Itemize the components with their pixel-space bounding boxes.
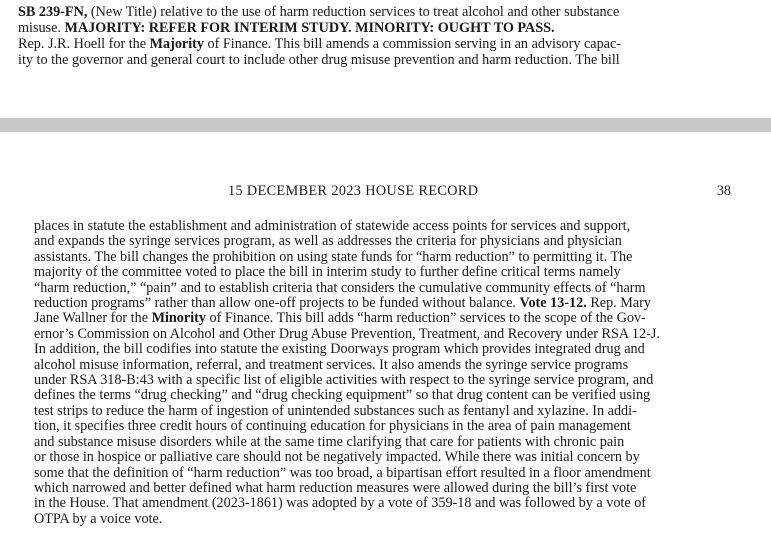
text-line bbox=[34, 296, 736, 311]
text-run: of Finance. This bill adds “harm reduction” services to the scope of the Gov- bbox=[205, 310, 646, 327]
text-run: or those in hospice or palliative care should not be negatively impacted. While there was initial concern by bbox=[34, 449, 640, 466]
text-line bbox=[34, 466, 736, 481]
previous-page-excerpt bbox=[18, 4, 760, 68]
text-run: and expands the syringe services program, as well as addresses the criteria for physicians and physician bbox=[34, 233, 622, 250]
text-run: under RSA 318-B:43 with a specific list of eligible activities with respect to the syringe service program, and bbox=[34, 372, 654, 389]
text-run: of Finance. This bill amends a commission serving in an advisory capac- bbox=[203, 36, 621, 52]
bold-text-run: Majority bbox=[149, 36, 204, 52]
text-run: Rep. J.R. Hoell for the bbox=[18, 36, 150, 52]
text-run: alcohol misuse information, referral, and treatment services. It also amends the syringe service programs bbox=[34, 356, 629, 373]
text-line bbox=[34, 481, 736, 496]
text-run: in the House. That amendment (2023-1861) was adopted by a vote of 359-18 and was followed by a vote of bbox=[34, 495, 647, 512]
text-line bbox=[34, 311, 736, 326]
text-run: defines the terms “drug checking” and “drug checking equipment” so that drug content can be verified using bbox=[34, 387, 651, 404]
text-run: and substance misuse disorders while at the same time clarifying that care for patients with chronic pain bbox=[34, 433, 625, 450]
text-run: which narrowed and better defined what harm reduction measures were allowed during the bill’s first vote bbox=[34, 479, 637, 496]
text-line bbox=[34, 373, 736, 388]
text-run: assistants. The bill changes the prohibition on using state funds for “harm reduction” to permitting it. The bbox=[34, 248, 633, 265]
page-break-divider bbox=[0, 118, 771, 132]
text-run: ity to the governor and general court to include other drug misuse prevention and harm reduction. The bill bbox=[18, 52, 620, 68]
text-line bbox=[34, 419, 736, 434]
text-run: misuse. bbox=[18, 20, 65, 36]
bold-text-run: Vote 13-12. bbox=[519, 295, 587, 312]
text-line bbox=[34, 250, 736, 265]
text-run: “harm reduction,” “pain” and to establish criteria that considers the cumulative community effects of “harm bbox=[34, 279, 646, 296]
text-line bbox=[34, 342, 736, 357]
page-header-title: 15 DECEMBER 2023 HOUSE RECORD bbox=[228, 183, 479, 199]
text-line bbox=[34, 404, 736, 419]
text-run: In addition, the bill codifies into statute the existing Doorways program which provides integrated drug and bbox=[34, 341, 645, 358]
text-run: majority of the committee voted to place the bill in interim study to further define critical terms namely bbox=[34, 264, 621, 281]
text-run: Rep. Mary bbox=[586, 295, 651, 312]
text-line bbox=[34, 219, 736, 234]
text-run: test strips to reduce the harm of ingestion of unintended substances such as fentanyl and xylazine. In addi- bbox=[34, 402, 637, 419]
text-line bbox=[34, 512, 736, 527]
bold-text-run: Minority bbox=[151, 310, 206, 327]
text-line bbox=[34, 358, 736, 373]
text-line bbox=[34, 265, 736, 280]
bold-text-run: MAJORITY: REFER FOR INTERIM STUDY. MINORITY: OUGHT TO PASS. bbox=[64, 20, 555, 36]
text-line bbox=[34, 281, 736, 296]
text-line bbox=[18, 4, 760, 20]
committee-report-body bbox=[34, 219, 736, 527]
text-line bbox=[34, 435, 736, 450]
text-run: reduction programs” rather than allow one-off projects to be funded without balance. bbox=[34, 295, 520, 312]
text-line bbox=[34, 388, 736, 403]
text-run: tion, it specifies three credit hours of continuing education for physicians in the area of pain management bbox=[34, 418, 631, 435]
text-run: some that the definition of “harm reduction” was too broad, a bipartisan effort resulted in a floor amendment bbox=[34, 464, 651, 481]
text-line bbox=[34, 496, 736, 511]
text-line bbox=[18, 36, 760, 52]
page-header bbox=[0, 180, 771, 200]
page-number: 38 bbox=[716, 183, 731, 199]
text-line bbox=[34, 450, 736, 465]
text-line bbox=[34, 327, 736, 342]
text-line bbox=[18, 20, 760, 36]
bold-text-run: SB 239-FN, bbox=[18, 4, 88, 20]
text-line bbox=[34, 234, 736, 249]
text-run: Jane Wallner for the bbox=[34, 310, 152, 327]
text-run: places in statute the establishment and administration of statewide access points for services and support, bbox=[34, 218, 631, 234]
text-line bbox=[18, 52, 760, 68]
text-run: ernor’s Commission on Alcohol and Other Drug Abuse Prevention, Treatment, and Recovery under RSA 12-J. bbox=[34, 325, 660, 342]
text-run: (New Title) relative to the use of harm reduction services to treat alcohol and other substance bbox=[87, 4, 620, 20]
text-run: OTPA by a voice vote. bbox=[34, 510, 163, 527]
